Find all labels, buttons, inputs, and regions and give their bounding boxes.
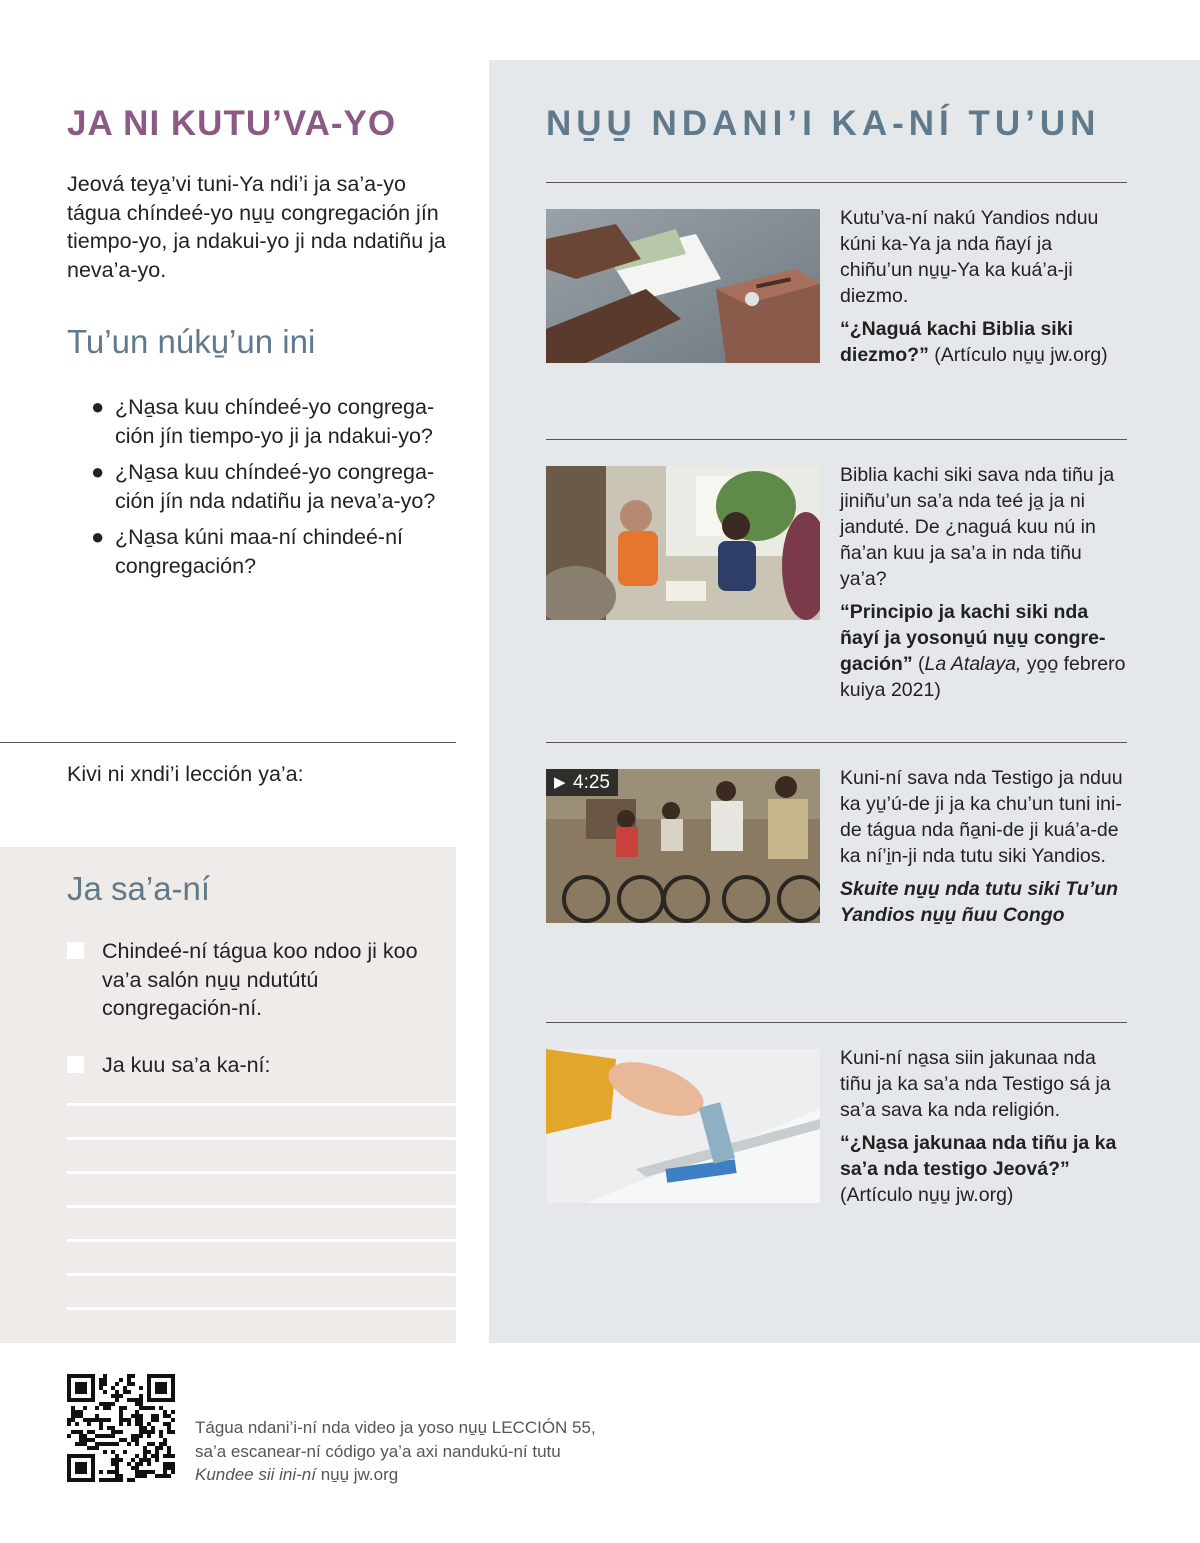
divider bbox=[0, 742, 456, 743]
divider bbox=[546, 742, 1127, 743]
write-line[interactable] bbox=[67, 1307, 456, 1310]
review-list bbox=[88, 393, 458, 588]
video-link[interactable]: Skuite nu̱u̱ nda tutu siki Tu’un Yandios nu̱u̱ ñuu Congo bbox=[840, 878, 1119, 926]
play-icon: ▶ bbox=[554, 774, 566, 791]
ballot-image bbox=[546, 1049, 820, 1203]
review-question: ● ¿Na̱sa kuu chíndeé-yo congrega-ción jín nda ndatiñu ja neva’a-yo? bbox=[91, 459, 436, 513]
resource-item: Kuni-ní sava nda Testigo ja nduu ka yu̱’ú-de ji ja ka chu’un tuni ini-de tágua nda ña̱ni-de ji kuá’a-de ka ní’i̱n-ji nda tutu siki Yandios. Skuite nu̱u̱ nda tutu siki Tu’un Yandios nu̱u̱ ñuu Congo bbox=[840, 767, 1123, 926]
footer-note: Tágua ndani’i-ní nda video ja yoso nu̱u̱ LECCIÓN 55, sa’a escanear-ní código ya’a axi nandukú-ní tutu Kundee sii ini-ní nu̱u̱ jw.org bbox=[195, 1418, 596, 1484]
goals-panel bbox=[0, 847, 456, 1343]
review-title: Tu’un núku̱’un ini bbox=[67, 323, 316, 360]
discover-title: NU̱U̱ NDANI’I KA-NÍ TU’UN bbox=[546, 104, 1101, 143]
qr-code[interactable] bbox=[67, 1374, 175, 1482]
donation-image bbox=[546, 209, 820, 363]
article-link[interactable]: “¿Naguá kachi Biblia siki diezmo?” bbox=[840, 318, 1073, 366]
summary-text: Jeová teya̱’vi tuni-Ya ndi’i ja sa’a-yo tágua chíndeé-yo nu̱u̱ congregación jín tiempo-yo, ja ndakui-yo ji nda ndatiñu ja neva’a-yo. bbox=[67, 172, 446, 282]
goal-item: Ja kuu sa’a ka-ní: bbox=[67, 1051, 427, 1080]
goal-item: Chindeé-ní tágua koo ndoo ji koo va’a salón nu̱u̱ ndutútú congregación-ní. bbox=[67, 937, 427, 1023]
completion-date-label[interactable]: Kivi ni xndi’i lección ya’a: bbox=[67, 762, 304, 786]
bible-study-image bbox=[546, 466, 820, 620]
write-line[interactable] bbox=[67, 1273, 456, 1276]
write-line[interactable] bbox=[67, 1239, 456, 1242]
review-question: ● ¿Na̱sa kuu chíndeé-yo congrega-ción jín tiempo-yo ji ja ndakui-yo? bbox=[91, 394, 435, 448]
bullet-icon: ● bbox=[91, 459, 105, 484]
review-question: ● ¿Na̱sa kúni maa-ní chindeé-ní congregación? bbox=[91, 524, 404, 578]
bullet-icon: ● bbox=[91, 394, 105, 419]
article-link[interactable]: “¿Na̱sa jakunaa nda tiñu ja ka sa’a nda testigo Jeová?” bbox=[840, 1132, 1117, 1180]
checkbox[interactable] bbox=[67, 942, 84, 959]
resource-item: Kuni-ní na̱sa siin jakunaa nda tiñu ja ka sa’a nda Testigo sá ja sa’a sava ka nda religión. “¿Na̱sa jakunaa nda tiñu ja ka sa’a nda testigo Jeová?” (Artículo nu̱u̱ jw.org) bbox=[840, 1047, 1117, 1206]
resource-item: Kutu’va-ní nakú Yandios nduu kúni ka-Ya ja nda ñayí ja chiñu’un nu̱u̱-Ya ka kuá’a-ji diezmo. “¿Naguá kachi Biblia siki diezmo?” (Artículo nu̱u̱ jw.org) bbox=[840, 207, 1108, 366]
divider bbox=[546, 439, 1127, 440]
divider bbox=[546, 182, 1127, 183]
write-line[interactable] bbox=[67, 1171, 456, 1174]
article-link[interactable]: “Principio ja kachi siki nda ñayí ja yosonu̱ú nu̱u̱ congre-gación” bbox=[840, 601, 1106, 675]
video-duration-badge: ▶ 4:25 bbox=[546, 769, 618, 796]
write-line[interactable] bbox=[67, 1137, 456, 1140]
write-line[interactable] bbox=[67, 1205, 456, 1208]
checkbox[interactable] bbox=[67, 1056, 84, 1073]
bullet-icon: ● bbox=[91, 524, 105, 549]
divider bbox=[546, 1022, 1127, 1023]
summary-title: JA NI KUTU’VA-YO bbox=[67, 104, 397, 143]
goals-title: Ja sa’a-ní bbox=[67, 870, 211, 907]
video-thumbnail[interactable] bbox=[546, 769, 820, 923]
resource-item: Biblia kachi siki sava nda tiñu ja jiniñu’un sa’a nda teé ja̱ ja ni janduté. De ¿naguá kuu nú in ña’an kuu ja sa’a in nda tiñu ya’a? “Principio ja kachi siki nda ñayí ja yosonu̱ú nu̱u̱ congre-gación” (La Atalaya, yo̱o̱ febrero kuiya 2021) bbox=[840, 464, 1126, 701]
write-line[interactable] bbox=[67, 1103, 456, 1106]
